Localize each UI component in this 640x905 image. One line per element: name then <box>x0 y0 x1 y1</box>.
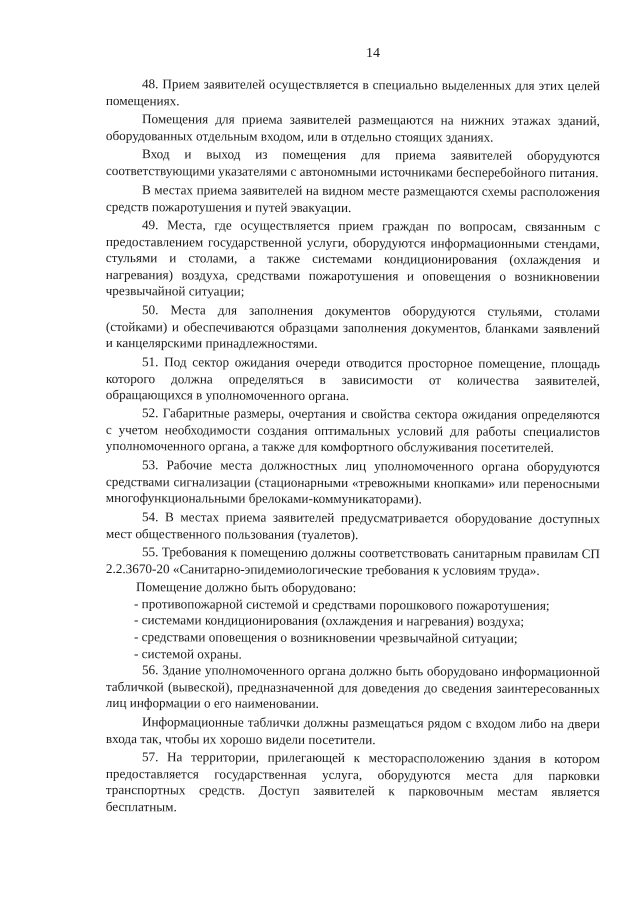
list-item: - противопожарной системой и средствами порошкового пожаротушения; <box>133 595 550 613</box>
paragraph-info-plates: Информационные таблички должны размещаться рядом с входом либо на двери входа так, чтобы их хорошо видели посетители. <box>105 714 600 747</box>
paragraph-56: 56. Здание уполномоченного органа должно быть оборудовано информационной табличкой (вывеской), предназначенной для доведения до сведения заинтересованных лиц информации о его наименовании. <box>105 662 600 712</box>
paragraph-evacuation-schemes: В местах приема заявителей на видном месте размещаются схемы расположения средств пожаротушения и путей эвакуации. <box>105 181 600 215</box>
paragraph-premises-location: Помещения для приема заявителей размещаются на нижних этажах зданий, оборудованных отдельным входом, или в отдельно стоящих зданиях. <box>105 111 600 145</box>
paragraph-49: 49. Места, где осуществляется прием граждан по вопросам, связанным с предоставлением государственной услуги, оборудуются информационными стендами, стульями и столами, а также системами кондиционирования (охлаждения и нагревания) воздуха, средствами пожаротушения и оповещения о возникновении чрезвычайной ситуации; <box>105 216 600 299</box>
paragraph-57: 57. На территории, прилегающей к месторасположению здания в котором предоставляется государственная услуга, оборудуются места для парковки транспортных средств. Доступ заявителей к парковочным местам является бесплатным. <box>105 749 600 815</box>
page-number: 14 <box>366 46 380 61</box>
paragraph-55: 55. Требования к помещению должны соответствовать санитарным правилам СП 2.2.3670-20 «Санитарно-эпидемиологические требования к условиям труда». <box>105 544 600 578</box>
paragraph-entrance-exit: Вход и выход из помещения для приема заявителей оборудуются соответствующими указателями с автономными источниками бесперебойного питания. <box>105 146 600 181</box>
list-item: - системой охраны. <box>133 645 242 662</box>
paragraph-48: 48. Прием заявителей осуществляется в специально выделенных для этих целей помещениях. <box>105 76 600 108</box>
paragraph-50: 50. Места для заполнения документов оборудуются стульями, столами (стойками) и обеспечиваются образцами заполнения документов, бланками заявлений и канцелярскими принадлежностями. <box>105 301 600 351</box>
list-item: - системами кондиционирования (охлаждения и нагревания) воздуха; <box>133 612 525 630</box>
paragraph-51: 51. Под сектор ожидания очереди отводится просторное помещение, площадь которого должна определяться в зависимости от количества заявителей, обращающихся в уполномоченного органа. <box>105 353 600 403</box>
list-item: - средствами оповещения о возникновении чрезвычайной ситуации; <box>133 629 518 646</box>
paragraph-53: 53. Рабочие места должностных лиц уполномоченного органа оборудуются средствами сигнализации (стационарными «тревожными кнопками» или переносными многофункциональными брелоками-коммуникаторами). <box>105 457 600 507</box>
paragraph-equipment-intro: Помещение должно быть оборудовано: <box>135 579 357 596</box>
paragraph-52: 52. Габаритные размеры, очертания и свойства сектора ожидания определяются с учетом необходимости создания оптимальных условий для работы специалистов уполномоченного органа, а также для комфортного обслуживания посетителей. <box>105 405 600 456</box>
paragraph-54: 54. В местах приема заявителей предусматривается оборудование доступных мест общественного пользования (туалетов). <box>105 509 600 542</box>
